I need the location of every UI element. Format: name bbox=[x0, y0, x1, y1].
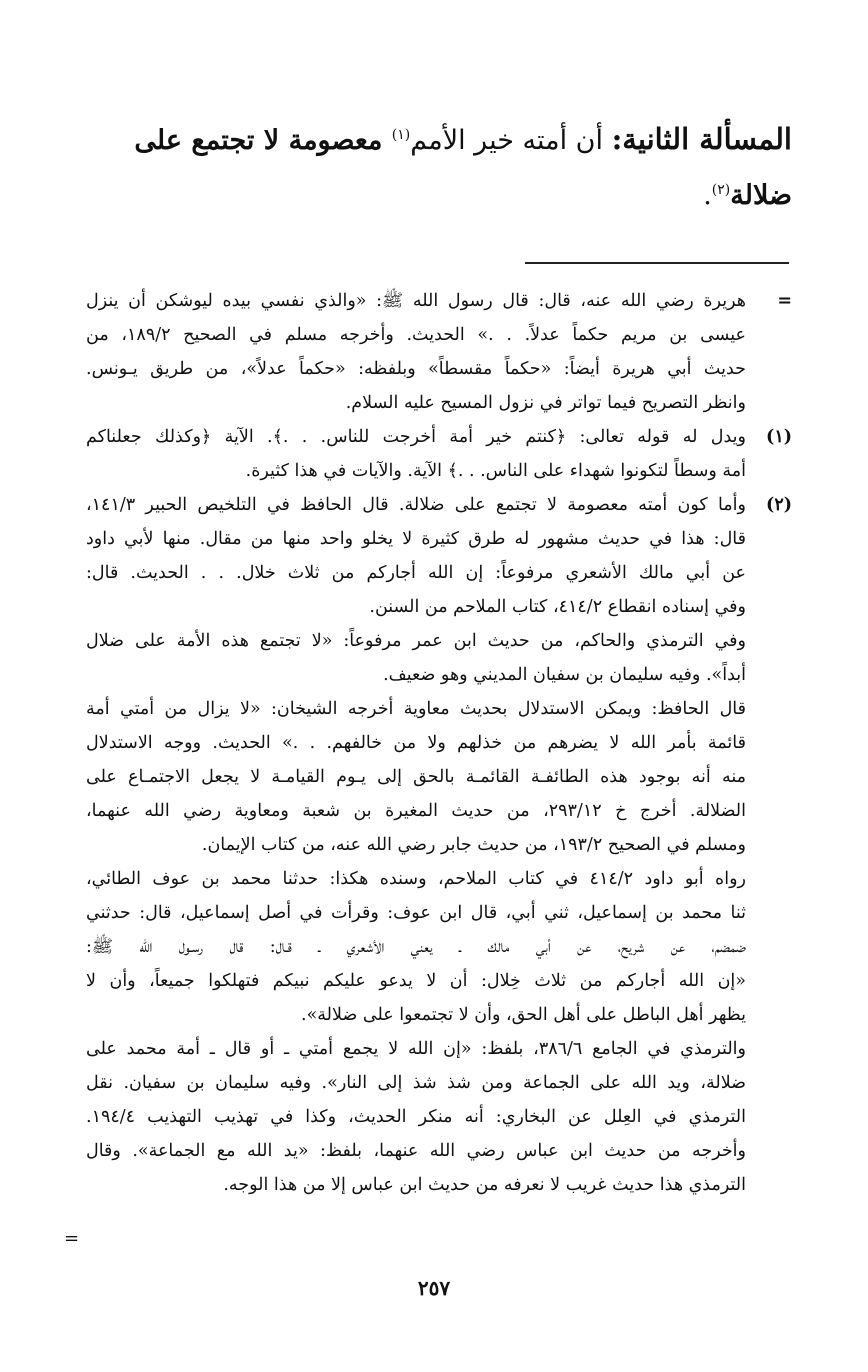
heading-line-2 bbox=[82, 168, 792, 223]
footnote-paragraph bbox=[86, 862, 746, 1032]
footnote-paragraph bbox=[86, 284, 746, 420]
text-line: قال: هذا في حديث مشهور له طرق كثيرة لا يخلو واحد منها من مقال. منها لأبي داود bbox=[86, 529, 746, 549]
text-line: ويدل له قوله تعالى: ﴿كنتم خير أمة أخرجت للناس. . .﴾. الآية ﴿وكذلك جعلناكم bbox=[86, 427, 746, 447]
text-line: قائمة بأمر الله لا يضرهم من خذلهم ولا من خالفهم. . .» الحديث. ووجه الاستدلال bbox=[86, 733, 746, 753]
text-line: يظهر أهل الباطل على أهل الحق، وأن لا تجتمعوا على ضلالة». bbox=[301, 1005, 746, 1025]
text-line: الترمذي في العِلل عن البخاري: أنه منكر الحديث، وكذا في تهذيب التهذيب ١٩٤/٤. bbox=[86, 1107, 746, 1127]
text-line: ومسلم في الصحيح ١٩٣/٢، من حديث جابر رضي الله عنه، من كتاب الإيمان. bbox=[201, 835, 746, 855]
footnote-body bbox=[86, 284, 746, 420]
heading-text: أن أمته خير الأمم bbox=[410, 125, 612, 156]
text-line: أبداً». وفيه سليمان بن سفيان المديني وهو ضعيف. bbox=[383, 665, 746, 685]
footnote-paragraph bbox=[86, 692, 746, 862]
footnote-paragraph bbox=[86, 1032, 746, 1202]
page-number: ٢٥٧ bbox=[417, 1276, 451, 1300]
footnote bbox=[86, 420, 792, 488]
footnote-marker: (١) bbox=[766, 427, 792, 447]
footnote-body bbox=[86, 488, 746, 1202]
heading-period: . bbox=[703, 180, 712, 211]
footnote-ref-1: (١) bbox=[391, 127, 411, 143]
text-line: وانظر التصريح فيما تواتر في نزول المسيح عليه السلام. bbox=[345, 393, 746, 413]
footnote-paragraph bbox=[86, 420, 746, 488]
continuation-marker: = bbox=[64, 1228, 80, 1249]
text-line: عن أبي مالك الأشعري مرفوعاً: إن الله أجاركم من ثلاث خلال. . . الحديث. قال: bbox=[86, 563, 746, 583]
footnote-paragraph bbox=[86, 488, 746, 624]
heading-strong: معصومة لا تجتمع على bbox=[134, 125, 392, 156]
text-line: وأما كون أمته معصومة لا تجتمع على ضلالة. قال الحافظ في التلخيص الحبير ١٤١/٣، bbox=[86, 495, 746, 515]
text-line: الترمذي هذا حديث غريب لا نعرفه من حديث ابن عباس إلا من هذا الوجه. bbox=[223, 1175, 746, 1195]
footnote-body bbox=[86, 420, 746, 488]
footnote-ref-2: (٢) bbox=[711, 182, 731, 198]
heading-lead: المسألة الثانية: bbox=[611, 122, 792, 156]
text-line: منه أنه بوجود هذه الطائفـة القائمـة بالحق إلى يـوم القيامـة لا يجعل الاجتمـاع على bbox=[86, 767, 746, 787]
text-line: حديث أبي هريرة أيضاً: «حكماً مقسطاً» وبلفظه: «حكماً عدلاً»، من طريق يـونس. bbox=[86, 359, 746, 379]
text-line: الضلالة. أخرج خ ٢٩٣/١٢، من حديث المغيرة بن شعبة ومعاوية رضي الله عنهما، bbox=[86, 801, 746, 821]
footnote-paragraph bbox=[86, 624, 746, 692]
text-line: ضلالة، ويد الله على الجماعة ومن شذ شذ إلى النار». وفيه سليمان بن سفيان. نقل bbox=[86, 1073, 746, 1093]
text-line: وفي الترمذي والحاكم، من حديث ابن عمر مرفوعاً: «لا تجتمع هذه الأمة على ضلال bbox=[86, 631, 746, 651]
text-line: رواه أبو داود ٤١٤/٢ في كتاب الملاحم، وسنده هكذا: حدثنا محمد بن عوف الطائي، bbox=[86, 869, 746, 889]
text-line: والترمذي في الجامع ٣٨٦/٦، بلفظ: «إن الله لا يجمع أمتي ـ أو قال ـ أمة محمد على bbox=[86, 1039, 746, 1059]
footnotes bbox=[86, 284, 792, 1202]
footnote-marker: = bbox=[777, 291, 792, 311]
section-heading bbox=[82, 112, 792, 223]
heading-line-1 bbox=[82, 112, 792, 168]
text-line: وأخرجه من حديث ابن عباس رضي الله عنهما، بلفظ: «يد الله مع الجماعة». وقال bbox=[86, 1141, 746, 1161]
heading-line2-text: ضلالة bbox=[730, 180, 792, 211]
footnote-separator bbox=[525, 262, 789, 264]
text-line: «إن الله أجاركم من ثلاث خِلال: أن لا يدعو عليكم نبيكم فتهلكوا جميعاً، وأن لا bbox=[86, 971, 746, 991]
footnote bbox=[86, 284, 792, 420]
text-line: وفي إسناده انقطاع ٤١٤/٢، كتاب الملاحم من السنن. bbox=[369, 597, 746, 617]
footnote bbox=[86, 488, 792, 1202]
footnote-marker: (٢) bbox=[766, 495, 792, 515]
text-line: هريرة رضي الله عنه، قال: قال رسول الله ﷺ: «والذي نفسي بيده ليوشكن أن ينزل bbox=[86, 291, 746, 311]
text-line: قال الحافظ: ويمكن الاستدلال بحديث معاوية أخرجه الشيخان: «لا يزال من أمتي أمة bbox=[86, 699, 746, 719]
text-line: ثنا محمد بن إسماعيل، ثني أبي، قال ابن عوف: وقرأت في أصل إسماعيل، قال: حدثني bbox=[86, 903, 746, 923]
text-line: ضمضم، عن شريح، عن أبي مالك ـ يعني الأشعري ـ قـال: قال رسـول الله ﷺ: bbox=[86, 937, 746, 957]
text-line: عيسى بن مريم حكماً عدلاً. . .» الحديث. وأخرجه مسلم في الصحيح ١٨٩/٢، من bbox=[86, 325, 746, 345]
text-line: أمة وسطاً لتكونوا شهداء على الناس. . .﴾ الآية. والآيات في هذا كثيرة. bbox=[245, 461, 746, 481]
